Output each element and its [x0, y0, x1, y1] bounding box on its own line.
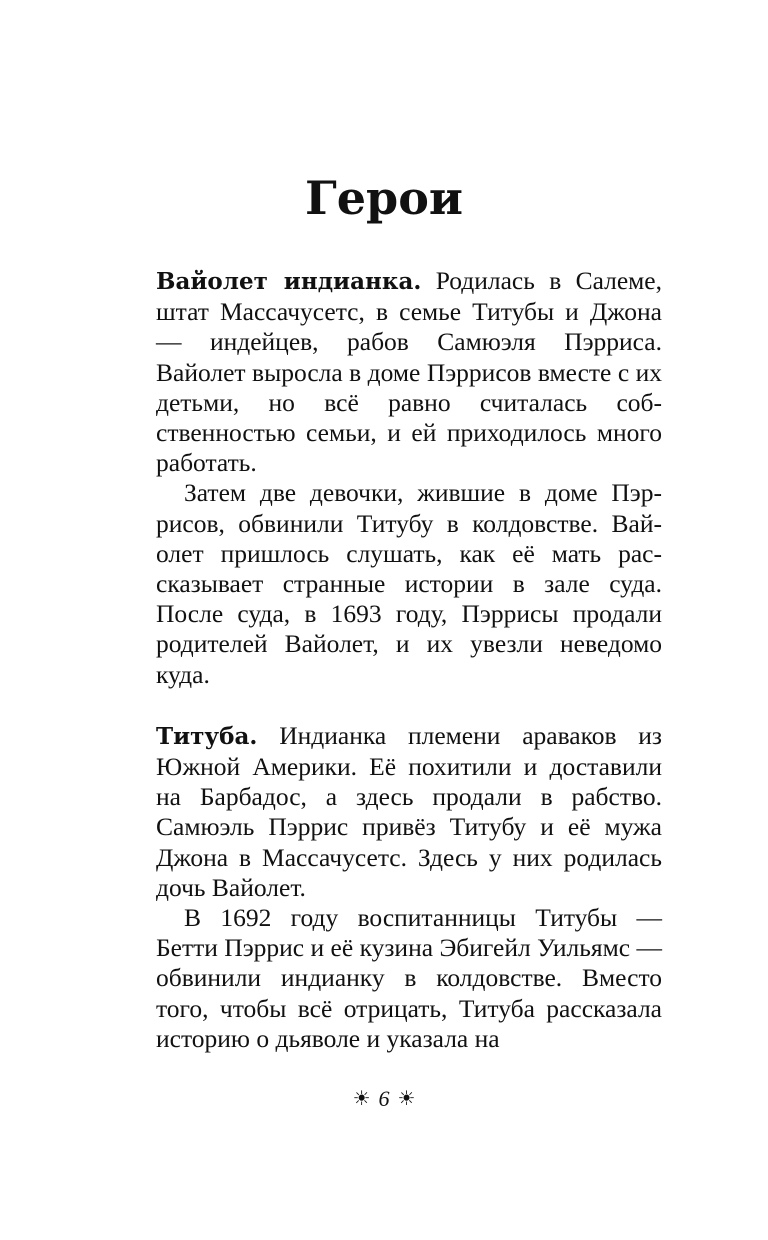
body-text — [156, 266, 662, 1054]
star-ornament-icon: ☀ — [397, 1088, 416, 1110]
paragraph-text: Индианка племени араваков из Южной Америки. Её похитили и доставили на Барбадос, а здесь продали в рабство. Самюэль Пэррис привёз Титубу и её мужа Джона в Массачусетс. Здесь у них родилась дочь Вайолет. — [156, 720, 662, 902]
paragraph-tituba — [156, 721, 662, 903]
page-number-footer — [0, 1086, 768, 1112]
paragraph-violet — [156, 266, 662, 478]
paragraph-lead: Вайолет индианка. — [156, 268, 422, 295]
star-ornament-icon: ☀ — [352, 1088, 371, 1110]
paragraph-tituba-continued — [156, 903, 662, 1054]
paragraph-lead: Титуба. — [156, 722, 258, 750]
paragraph-text: В 1692 году воспитанницы Титубы — Бетти Пэррис и её кузина Эбигейл Уильямс — обвинили индианку в колдовстве. Вместо того, чтобы всё отрицать, Титуба рассказала историю о дьяволе и указала на — [156, 903, 662, 1053]
paragraph-text: Затем две девочки, жившие в доме Пэррисов, обвинили Титубу в колдовстве. Вайолет пришлось слушать, как её мать рассказывает странные истории в зале суда. После суда, в 1693 году, Пэррисы продали родителей Вайолет, и их увезли неведомо куда. — [156, 478, 662, 689]
page-title: Герои — [305, 171, 463, 225]
paragraph-violet-continued — [156, 478, 662, 689]
page-number: 6 — [378, 1086, 390, 1111]
paragraph-text: Родилась в Салеме, штат Массачусетс, в семье Титубы и Джона — индейцев, рабов Самюэля Пэрриса. Вайолет выросла в доме Пэррисов вместе с их детьми, но всё равно считалась собственностью семьи, и ей приходилось много работать. — [156, 266, 662, 478]
